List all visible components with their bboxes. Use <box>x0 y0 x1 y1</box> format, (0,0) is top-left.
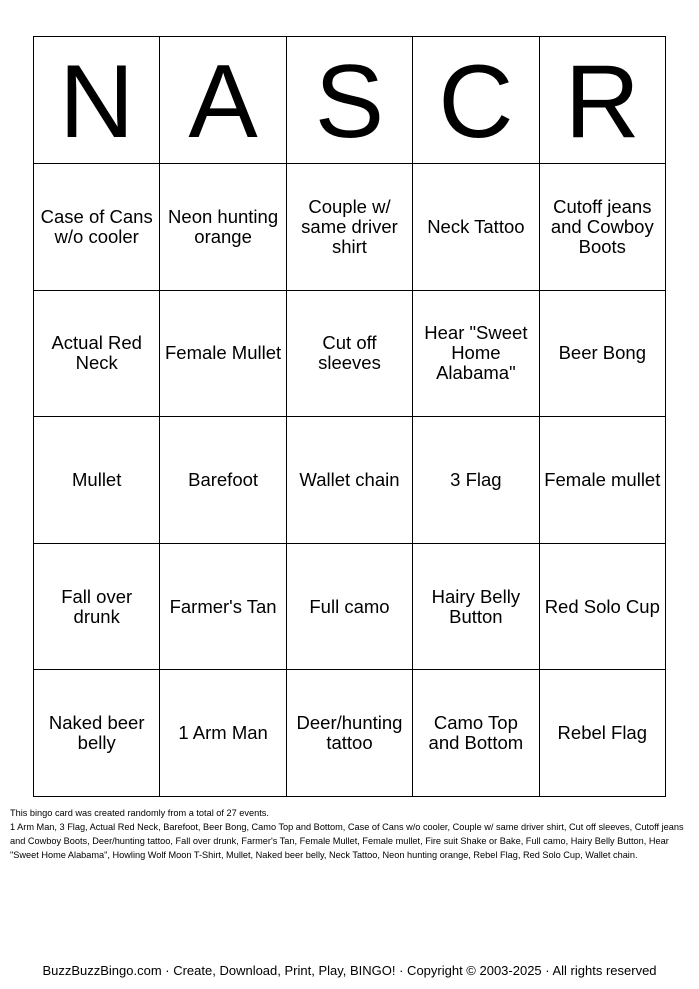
bingo-cell: Farmer's Tan <box>160 543 286 670</box>
bingo-cell: Hear "Sweet Home Alabama" <box>413 290 539 417</box>
note-events-list: 1 Arm Man, 3 Flag, Actual Red Neck, Barefoot, Beer Bong, Camo Top and Bottom, Case of Cans w/o cooler, Couple w/ same driver shirt, Cut off sleeves, Cutoff jeans and Cowboy Boots, Deer/hunting tattoo, Fall over drunk, Farmer's Tan, Female Mullet, Female mullet, Fire suit Shake or Bake, Full camo, Hairy Belly Button, Hear "Sweet Home Alabama", Howling Wolf Moon T-Shirt, Mullet, Naked beer belly, Neck Tattoo, Neon hunting orange, Rebel Flag, Red Solo Cup, Wallet chain. <box>10 822 684 860</box>
bingo-cell: Neck Tattoo <box>413 164 539 291</box>
bingo-cell: 1 Arm Man <box>160 670 286 797</box>
bingo-cell: Actual Red Neck <box>34 290 160 417</box>
bingo-row <box>34 543 666 670</box>
bingo-cell: Beer Bong <box>539 290 665 417</box>
note-intro: This bingo card was created randomly from a total of 27 events. <box>10 808 269 818</box>
bingo-cell: Mullet <box>34 417 160 544</box>
header-letter: N <box>34 37 160 164</box>
bingo-cell: 3 Flag <box>413 417 539 544</box>
header-letter: S <box>286 37 412 164</box>
bingo-cell: Female Mullet <box>160 290 286 417</box>
bingo-cell: Rebel Flag <box>539 670 665 797</box>
site-footer: BuzzBuzzBingo.com · Create, Download, Print, Play, BINGO! · Copyright © 2003-2025 · All rights reserved <box>42 963 657 978</box>
bingo-row <box>34 164 666 291</box>
bingo-cell: Hairy Belly Button <box>413 543 539 670</box>
bingo-cell: Fall over drunk <box>34 543 160 670</box>
card-note <box>10 806 690 862</box>
header-letter: C <box>413 37 539 164</box>
bingo-cell: Neon hunting orange <box>160 164 286 291</box>
bingo-row <box>34 417 666 544</box>
bingo-cell: Cut off sleeves <box>286 290 412 417</box>
header-row <box>34 37 666 164</box>
bingo-row <box>34 670 666 797</box>
bingo-cell: Cutoff jeans and Cowboy Boots <box>539 164 665 291</box>
bingo-cell: Deer/hunting tattoo <box>286 670 412 797</box>
bingo-cell: Barefoot <box>160 417 286 544</box>
bingo-cell: Naked beer belly <box>34 670 160 797</box>
bingo-cell: Full camo <box>286 543 412 670</box>
bingo-card <box>33 36 666 797</box>
bingo-cell: Female mullet <box>539 417 665 544</box>
bingo-cell: Red Solo Cup <box>539 543 665 670</box>
bingo-cell: Wallet chain <box>286 417 412 544</box>
bingo-row <box>34 290 666 417</box>
header-letter: A <box>160 37 286 164</box>
header-letter: R <box>539 37 665 164</box>
bingo-cell: Case of Cans w/o cooler <box>34 164 160 291</box>
bingo-cell: Couple w/ same driver shirt <box>286 164 412 291</box>
bingo-cell: Camo Top and Bottom <box>413 670 539 797</box>
